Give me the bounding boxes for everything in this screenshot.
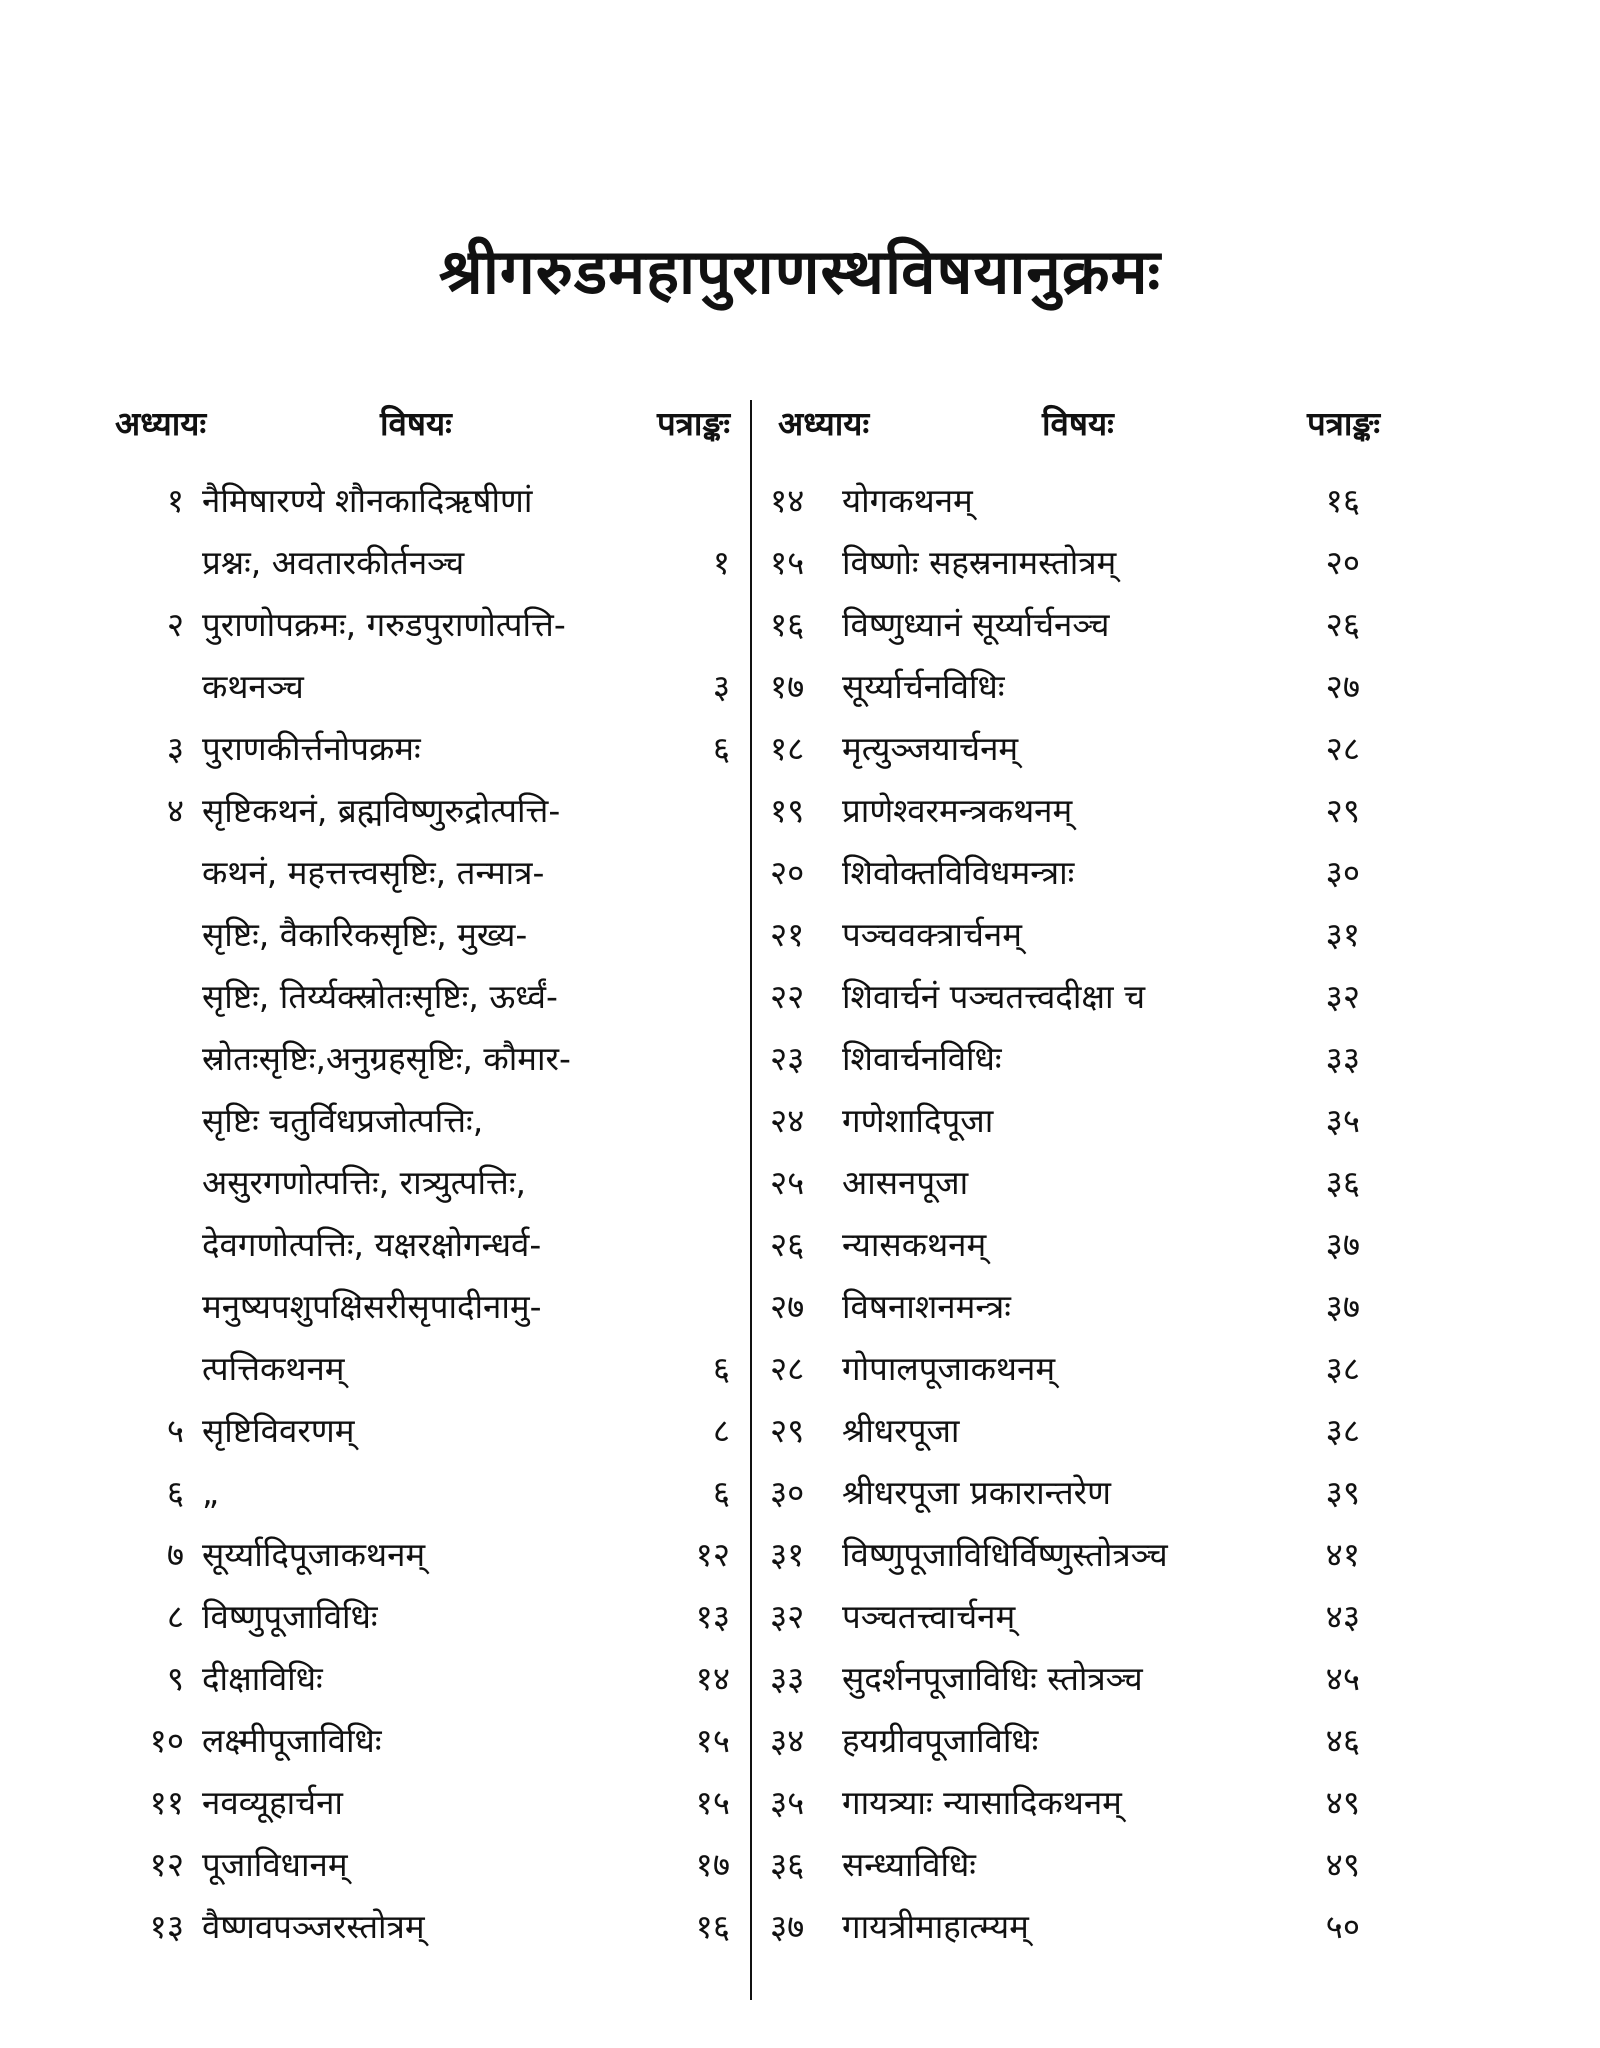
page-number: ३ xyxy=(712,667,730,706)
toc-entry xyxy=(110,1648,730,1710)
subject-line: स्रोतःसृष्टिः,अनुग्रहसृष्टिः, कौमार- xyxy=(202,1039,571,1078)
page-number: ३५ xyxy=(1325,1101,1360,1140)
chapter-subject: गायत्रीमाहात्म्यम् xyxy=(842,1907,1029,1946)
subject-line: त्पत्तिकथनम् xyxy=(202,1349,345,1388)
chapter-number: ३७ xyxy=(770,1907,805,1946)
chapter-number: २२ xyxy=(770,977,805,1016)
chapter-number: ११ xyxy=(149,1783,184,1822)
chapter-number: २७ xyxy=(770,1287,805,1326)
chapter-number: ३ xyxy=(166,729,184,768)
toc-entry xyxy=(770,904,1390,966)
chapter-subject: आसनपूजा xyxy=(842,1163,969,1202)
toc-entry xyxy=(770,1214,1390,1276)
toc-entry xyxy=(770,1586,1390,1648)
subject-line: प्रश्नः, अवतारकीर्तनञ्च xyxy=(202,543,465,582)
chapter-subject xyxy=(202,1710,660,1772)
subject-line: सृष्टिविवरणम् xyxy=(202,1411,355,1450)
page-number: ३७ xyxy=(1325,1225,1360,1264)
chapter-subject: श्रीधरपूजा प्रकारान्तरेण xyxy=(842,1473,1112,1512)
page-number: ५० xyxy=(1325,1907,1360,1946)
chapter-number: ४ xyxy=(166,791,184,830)
toc-entry xyxy=(110,1400,730,1462)
toc-entry xyxy=(770,1400,1390,1462)
chapter-subject xyxy=(202,1834,660,1896)
subject-line: सृष्टिः चतुर्विधप्रजोत्पत्तिः, xyxy=(202,1101,484,1140)
page-number: ३३ xyxy=(1325,1039,1360,1078)
chapter-subject xyxy=(202,718,660,780)
toc-entry xyxy=(770,532,1390,594)
right-column xyxy=(770,400,1390,1958)
page-number: ४३ xyxy=(1325,1597,1360,1636)
page-number: २६ xyxy=(1325,605,1360,644)
subject-line: सूर्य्यादिपूजाकथनम् xyxy=(202,1535,426,1574)
toc-entry xyxy=(770,1028,1390,1090)
chapter-subject: विषनाशनमन्त्रः xyxy=(842,1287,1011,1326)
chapter-subject: न्यासकथनम् xyxy=(842,1225,987,1264)
toc-entry xyxy=(770,1152,1390,1214)
chapter-number: २९ xyxy=(770,1411,805,1450)
subject-line: विष्णुपूजाविधिः xyxy=(202,1597,378,1636)
left-entries-list xyxy=(110,470,730,1958)
chapter-number: २८ xyxy=(770,1349,805,1388)
toc-entry xyxy=(770,1710,1390,1772)
chapter-subject: सूर्य्यार्चनविधिः xyxy=(842,667,1005,706)
chapter-subject xyxy=(202,1896,660,1958)
toc-entry xyxy=(110,780,730,1400)
toc-entry xyxy=(770,594,1390,656)
subject-line: कथनं, महत्तत्त्वसृष्टिः, तन्मात्र- xyxy=(202,853,545,892)
page-number: १६ xyxy=(1325,481,1360,520)
chapter-subject: श्रीधरपूजा xyxy=(842,1411,960,1450)
chapter-number: ३४ xyxy=(770,1721,805,1760)
toc-entry xyxy=(110,1896,730,1958)
chapter-number: ३३ xyxy=(770,1659,805,1698)
chapter-subject xyxy=(202,1586,660,1648)
chapter-number: १७ xyxy=(770,667,805,706)
chapter-subject: विष्णोः सहस्रनामस्तोत्रम् xyxy=(842,543,1117,582)
chapter-subject xyxy=(202,1648,660,1710)
page-number: ३२ xyxy=(1325,977,1360,1016)
chapter-number: ५ xyxy=(166,1411,184,1450)
chapter-number: १६ xyxy=(770,605,805,644)
toc-entry xyxy=(110,718,730,780)
chapter-number: ७ xyxy=(166,1535,184,1574)
page-number: २० xyxy=(1325,543,1360,582)
chapter-subject: विष्णुध्यानं सूर्य्यार्चनञ्च xyxy=(842,605,1110,644)
header-adhyaya: अध्यायः xyxy=(778,404,870,443)
chapter-number: ३० xyxy=(770,1473,805,1512)
toc-entry xyxy=(770,780,1390,842)
page-number: ३७ xyxy=(1325,1287,1360,1326)
page-number: १२ xyxy=(695,1535,730,1574)
chapter-number: २० xyxy=(770,853,805,892)
chapter-subject: पञ्चवक्त्रार्चनम् xyxy=(842,915,1022,954)
page-number: २७ xyxy=(1325,667,1360,706)
toc-entry xyxy=(110,1462,730,1524)
page-number: ६ xyxy=(712,729,730,768)
chapter-number: १५ xyxy=(770,543,805,582)
toc-entry xyxy=(110,1524,730,1586)
page-number: १ xyxy=(712,543,730,582)
subject-line: देवगणोत्पत्तिः, यक्षरक्षोगन्धर्व- xyxy=(202,1225,542,1264)
chapter-number: १४ xyxy=(770,481,805,520)
column-divider xyxy=(750,400,752,2000)
chapter-subject xyxy=(202,594,660,718)
chapter-number: १८ xyxy=(770,729,805,768)
chapter-subject xyxy=(202,1524,660,1586)
page-number: १५ xyxy=(695,1721,730,1760)
page-number: ४६ xyxy=(1325,1721,1360,1760)
right-entries-list xyxy=(770,470,1390,1958)
chapter-subject xyxy=(202,1772,660,1834)
toc-entry xyxy=(110,1772,730,1834)
page-number: २८ xyxy=(1325,729,1360,768)
toc-entry xyxy=(770,1896,1390,1958)
chapter-number: १ xyxy=(166,481,184,520)
subject-line: सृष्टिः, वैकारिकसृष्टिः, मुख्य- xyxy=(202,915,528,954)
chapter-subject xyxy=(202,780,660,1400)
chapter-subject: विष्णुपूजाविधिर्विष्णुस्तोत्रञ्च xyxy=(842,1535,1168,1574)
left-column-header xyxy=(110,400,730,452)
page-number: १४ xyxy=(695,1659,730,1698)
page-number: ४१ xyxy=(1325,1535,1360,1574)
page-number: १३ xyxy=(695,1597,730,1636)
toc-entry xyxy=(770,1772,1390,1834)
chapter-subject xyxy=(202,1400,660,1462)
chapter-subject xyxy=(202,470,660,594)
chapter-number: १३ xyxy=(149,1907,184,1946)
chapter-number: २३ xyxy=(770,1039,805,1078)
subject-line: दीक्षाविधिः xyxy=(202,1659,323,1698)
chapter-subject: हयग्रीवपूजाविधिः xyxy=(842,1721,1039,1760)
chapter-subject: शिवार्चनं पञ्चतत्त्वदीक्षा च xyxy=(842,977,1146,1016)
chapter-subject: प्राणेश्वरमन्त्रकथनम् xyxy=(842,791,1073,830)
chapter-subject: गणेशादिपूजा xyxy=(842,1101,994,1140)
chapter-number: ३६ xyxy=(770,1845,805,1884)
subject-line: सृष्टिः, तिर्य्यक्स्रोतःसृष्टिः, ऊर्ध्वं- xyxy=(202,977,558,1016)
chapter-subject: योगकथनम् xyxy=(842,481,973,520)
subject-line: लक्ष्मीपूजाविधिः xyxy=(202,1721,382,1760)
page-number: ६ xyxy=(712,1473,730,1512)
page-number: ४९ xyxy=(1325,1783,1360,1822)
subject-line: सृष्टिकथनं, ब्रह्मविष्णुरुद्रोत्पत्ति- xyxy=(202,791,561,830)
toc-entry xyxy=(770,1338,1390,1400)
page-number: ३९ xyxy=(1325,1473,1360,1512)
page-number: १७ xyxy=(695,1845,730,1884)
chapter-number: ३१ xyxy=(770,1535,805,1574)
toc-entry xyxy=(110,1710,730,1772)
chapter-subject: सुदर्शनपूजाविधिः स्तोत्रञ्च xyxy=(842,1659,1143,1698)
subject-line: कथनञ्च xyxy=(202,667,304,706)
subject-line: नवव्यूहार्चना xyxy=(202,1783,343,1822)
toc-entry xyxy=(110,470,730,594)
toc-entry xyxy=(110,1834,730,1896)
chapter-number: २४ xyxy=(770,1101,805,1140)
header-vishaya: विषयः xyxy=(380,404,452,443)
page-number: ६ xyxy=(712,1349,730,1388)
header-adhyaya: अध्यायः xyxy=(115,404,207,443)
toc-entry xyxy=(110,1586,730,1648)
subject-line: नैमिषारण्ये शौनकादिऋषीणां xyxy=(202,481,533,520)
subject-line: वैष्णवपञ्जरस्तोत्रम् xyxy=(202,1907,425,1946)
header-patranka: पत्राङ्कः xyxy=(1306,404,1380,443)
chapter-number: ३२ xyxy=(770,1597,805,1636)
page-number: ४९ xyxy=(1325,1845,1360,1884)
chapter-number: १२ xyxy=(149,1845,184,1884)
subject-line: पुराणोपक्रमः, गरुडपुराणोत्पत्ति- xyxy=(202,605,566,644)
chapter-number: ६ xyxy=(166,1473,184,1512)
left-column xyxy=(110,400,730,1958)
toc-entry xyxy=(770,656,1390,718)
chapter-number: ३५ xyxy=(770,1783,805,1822)
chapter-subject: पञ्चतत्त्वार्चनम् xyxy=(842,1597,1016,1636)
chapter-subject: मृत्युञ्जयार्चनम् xyxy=(842,729,1019,768)
chapter-subject: सन्ध्याविधिः xyxy=(842,1845,976,1884)
subject-line: „ xyxy=(202,1473,220,1512)
toc-entry xyxy=(770,966,1390,1028)
subject-line: मनुष्यपशुपक्षिसरीसृपादीनामु- xyxy=(202,1287,542,1326)
chapter-number: १९ xyxy=(770,791,805,830)
chapter-number: १० xyxy=(149,1721,184,1760)
page-title: श्रीगरुडमहापुराणस्थविषयानुक्रमः xyxy=(438,235,1162,308)
header-patranka: पत्राङ्कः xyxy=(656,404,730,443)
right-column-header xyxy=(770,400,1390,452)
page-number: ३० xyxy=(1325,853,1360,892)
toc-entry xyxy=(770,842,1390,904)
toc-entry xyxy=(770,1524,1390,1586)
chapter-number: २६ xyxy=(770,1225,805,1264)
page-number: २९ xyxy=(1325,791,1360,830)
chapter-number: २५ xyxy=(770,1163,805,1202)
chapter-number: २१ xyxy=(770,915,805,954)
header-vishaya: विषयः xyxy=(1042,404,1114,443)
page-number: ४५ xyxy=(1325,1659,1360,1698)
page-number: ३८ xyxy=(1325,1349,1360,1388)
chapter-subject: शिवोक्तविविधमन्त्राः xyxy=(842,853,1075,892)
chapter-subject: गोपालपूजाकथनम् xyxy=(842,1349,1056,1388)
page-number: ३१ xyxy=(1325,915,1360,954)
toc-entry xyxy=(770,1090,1390,1152)
chapter-number: ९ xyxy=(166,1659,184,1698)
page-number: १५ xyxy=(695,1783,730,1822)
subject-line: असुरगणोत्पत्तिः, रात्र्युत्पत्तिः, xyxy=(202,1163,526,1202)
toc-entry xyxy=(110,594,730,718)
subject-line: पुराणकीर्त्तनोपक्रमः xyxy=(202,729,421,768)
chapter-number: ८ xyxy=(166,1597,184,1636)
toc-entry xyxy=(770,470,1390,532)
page-number: ३८ xyxy=(1325,1411,1360,1450)
toc-entry xyxy=(770,1648,1390,1710)
toc-entry xyxy=(770,718,1390,780)
chapter-subject: शिवार्चनविधिः xyxy=(842,1039,1002,1078)
subject-line: पूजाविधानम् xyxy=(202,1845,348,1884)
chapter-subject: गायत्र्याः न्यासादिकथनम् xyxy=(842,1783,1122,1822)
toc-entry xyxy=(770,1834,1390,1896)
toc-entry xyxy=(770,1462,1390,1524)
page-number: ८ xyxy=(712,1411,730,1450)
toc-entry xyxy=(770,1276,1390,1338)
page-number: १६ xyxy=(695,1907,730,1946)
chapter-subject xyxy=(202,1462,660,1524)
page-number: ३६ xyxy=(1325,1163,1360,1202)
chapter-number: २ xyxy=(166,605,184,644)
